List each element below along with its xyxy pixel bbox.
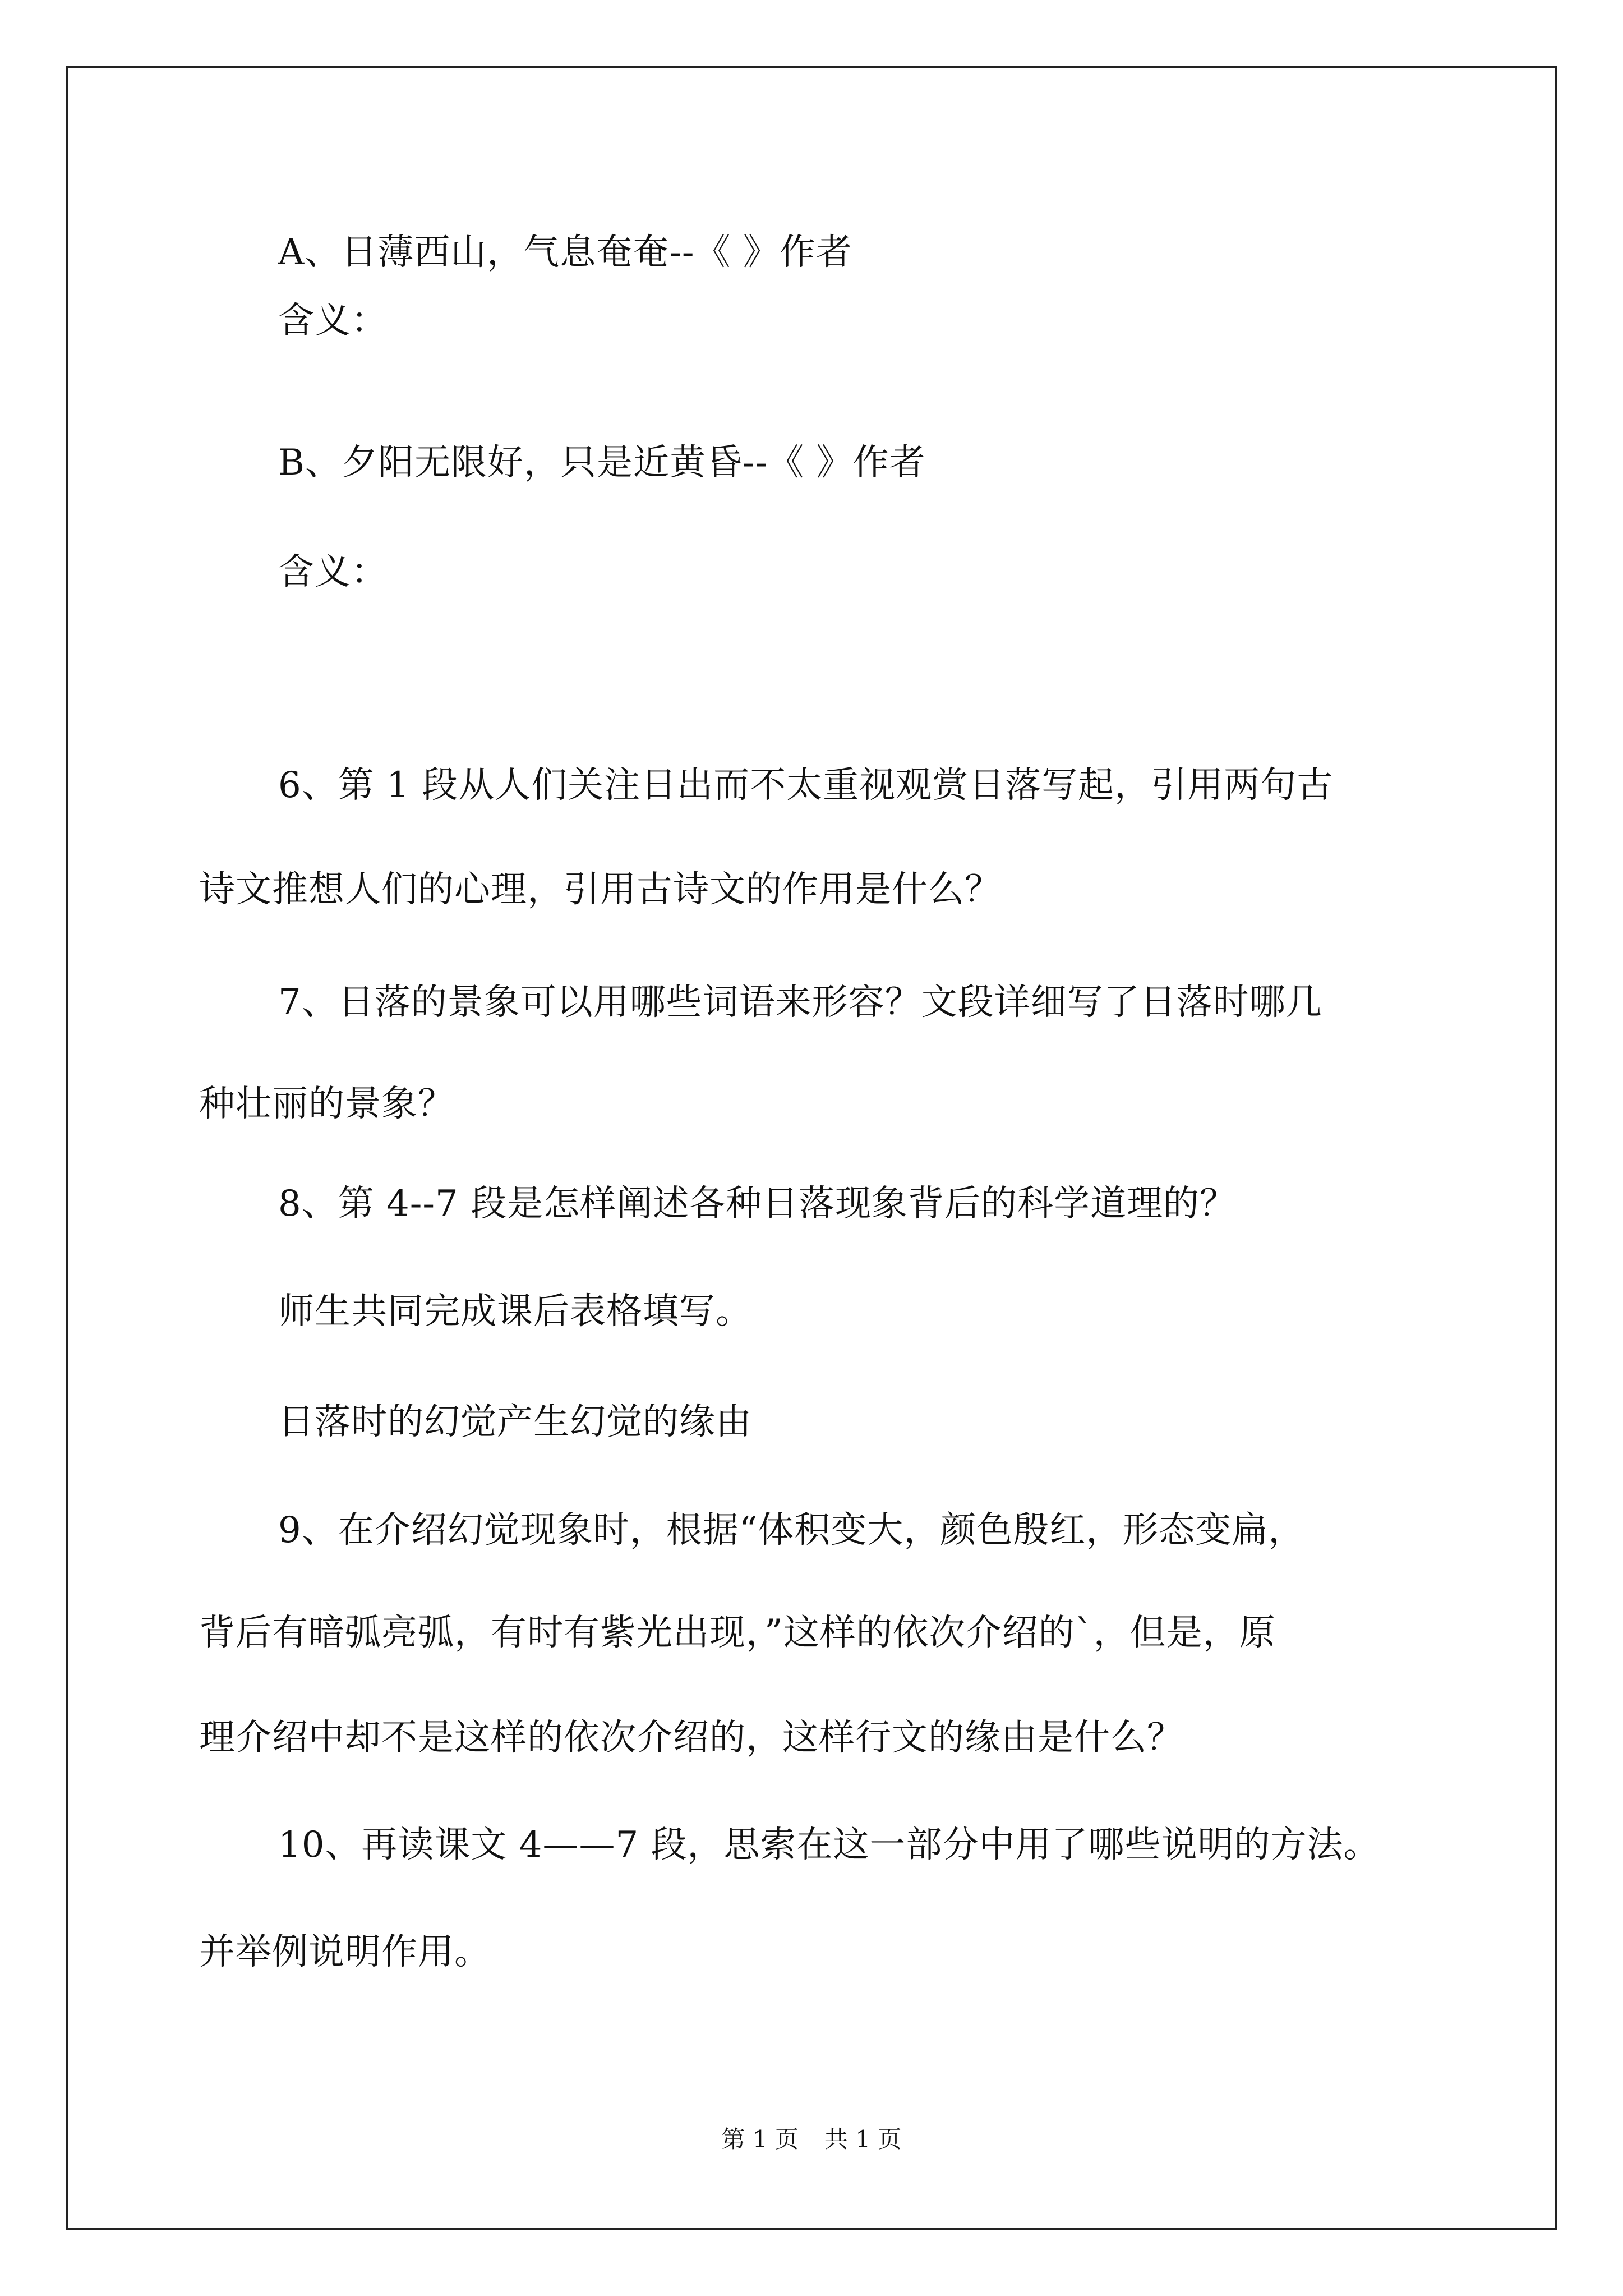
item-b: B、夕阳无限好，只是近黄昏--《 》作者: [278, 442, 926, 484]
item-a: A、日薄西山，气息奄奄--《 》作者: [278, 232, 852, 273]
page-total: 共 1 页: [824, 2125, 902, 2153]
question-9-line-1: 9、在介绍幻觉现象时，根据“体积变大，颜色殷红，形态变扁，: [278, 1510, 1305, 1551]
question-7-line-2: 种壮丽的景象？: [199, 1083, 454, 1125]
meaning-a: 含义：: [278, 300, 388, 342]
page-number: 第 1 页: [721, 2125, 799, 2153]
table-task: 师生共同完成课后表格填写。: [278, 1291, 752, 1332]
question-10-line-2: 并举例说明作用。: [199, 1931, 491, 1973]
question-8: 8、第 4--7 段是怎样阐述各种日落现象背后的科学道理的？: [278, 1183, 1237, 1225]
question-9-line-2: 背后有暗弧亮弧，有时有紫光出现，”这样的依次介绍的`，但是，原: [199, 1612, 1276, 1654]
question-6-line-2: 诗文推想人们的心理，引用古诗文的作用是什么？: [199, 869, 1001, 910]
meaning-b: 含义：: [278, 551, 388, 593]
page-border: [66, 66, 1557, 2230]
question-9-line-3: 理介绍中却不是这样的依次介绍的，这样行文的缘由是什么？: [199, 1717, 1183, 1759]
page-footer: [0, 2123, 1623, 2156]
question-6-line-1: 6、第 1 段从人们关注日出而不太重视观赏日落写起，引用两句古: [278, 765, 1334, 806]
table-header: 日落时的幻觉产生幻觉的缘由: [278, 1401, 752, 1443]
question-7-line-1: 7、日落的景象可以用哪些词语来形容？文段详细写了日落时哪几: [278, 982, 1322, 1023]
question-10-line-1: 10、再读课文 4——7 段，思索在这一部分中用了哪些说明的方法。: [278, 1824, 1380, 1866]
